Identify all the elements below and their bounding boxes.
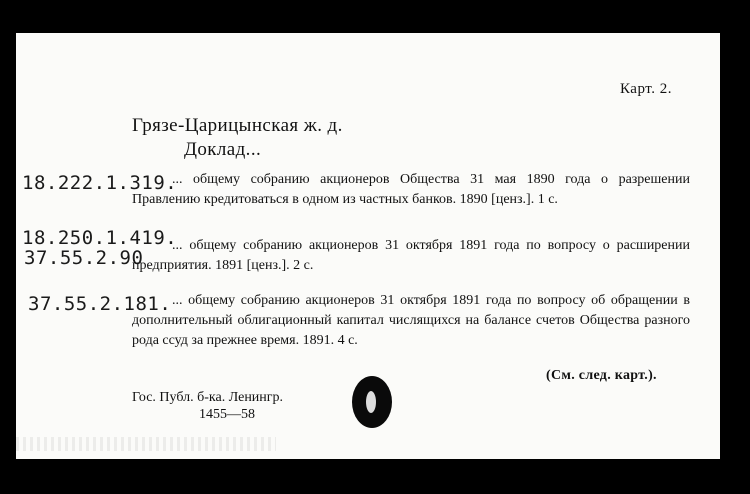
punch-hole-highlight	[366, 391, 376, 413]
library-stamp	[132, 389, 283, 423]
entry-3-text: ... общему собранию акционеров 31 октября 1891 года по вопросу об обращении в дополнительный облигационный капитал числящихся на балансе счетов Общества разного рода ссуд за прежнее время. 1891. 4 с.	[132, 293, 690, 348]
scan-noise	[16, 437, 276, 451]
report-heading: Доклад...	[184, 139, 262, 160]
call-number-entry-2a: 18.250.1.419.	[22, 227, 178, 249]
entry-1-text: ... общему собранию акционеров Общества 31 мая 1890 года о разрешении Правлению кредитоваться в одном из частных банков. 1890 [ценз.]. 1 с.	[132, 172, 690, 207]
library-number: 1455—58	[199, 407, 255, 422]
continuation-note: (См. след. карт.).	[546, 368, 657, 383]
call-number-entry-1: 18.222.1.319.	[22, 172, 178, 194]
catalog-card	[16, 33, 720, 459]
call-number-entry-2b: 37.55.2.90	[24, 247, 144, 269]
library-name: Гос. Публ. б-ка. Ленингр.	[132, 390, 284, 405]
call-number-entry-3: 37.55.2.181.	[28, 293, 172, 315]
entry-2-text: ... общему собранию акционеров 31 октября 1891 года по вопросу о расширении предприятия. 1891 [ценз.]. 2 с.	[132, 238, 690, 273]
card-number: Карт. 2.	[620, 81, 672, 97]
railway-heading: Грязе-Царицынская ж. д.	[132, 115, 343, 136]
